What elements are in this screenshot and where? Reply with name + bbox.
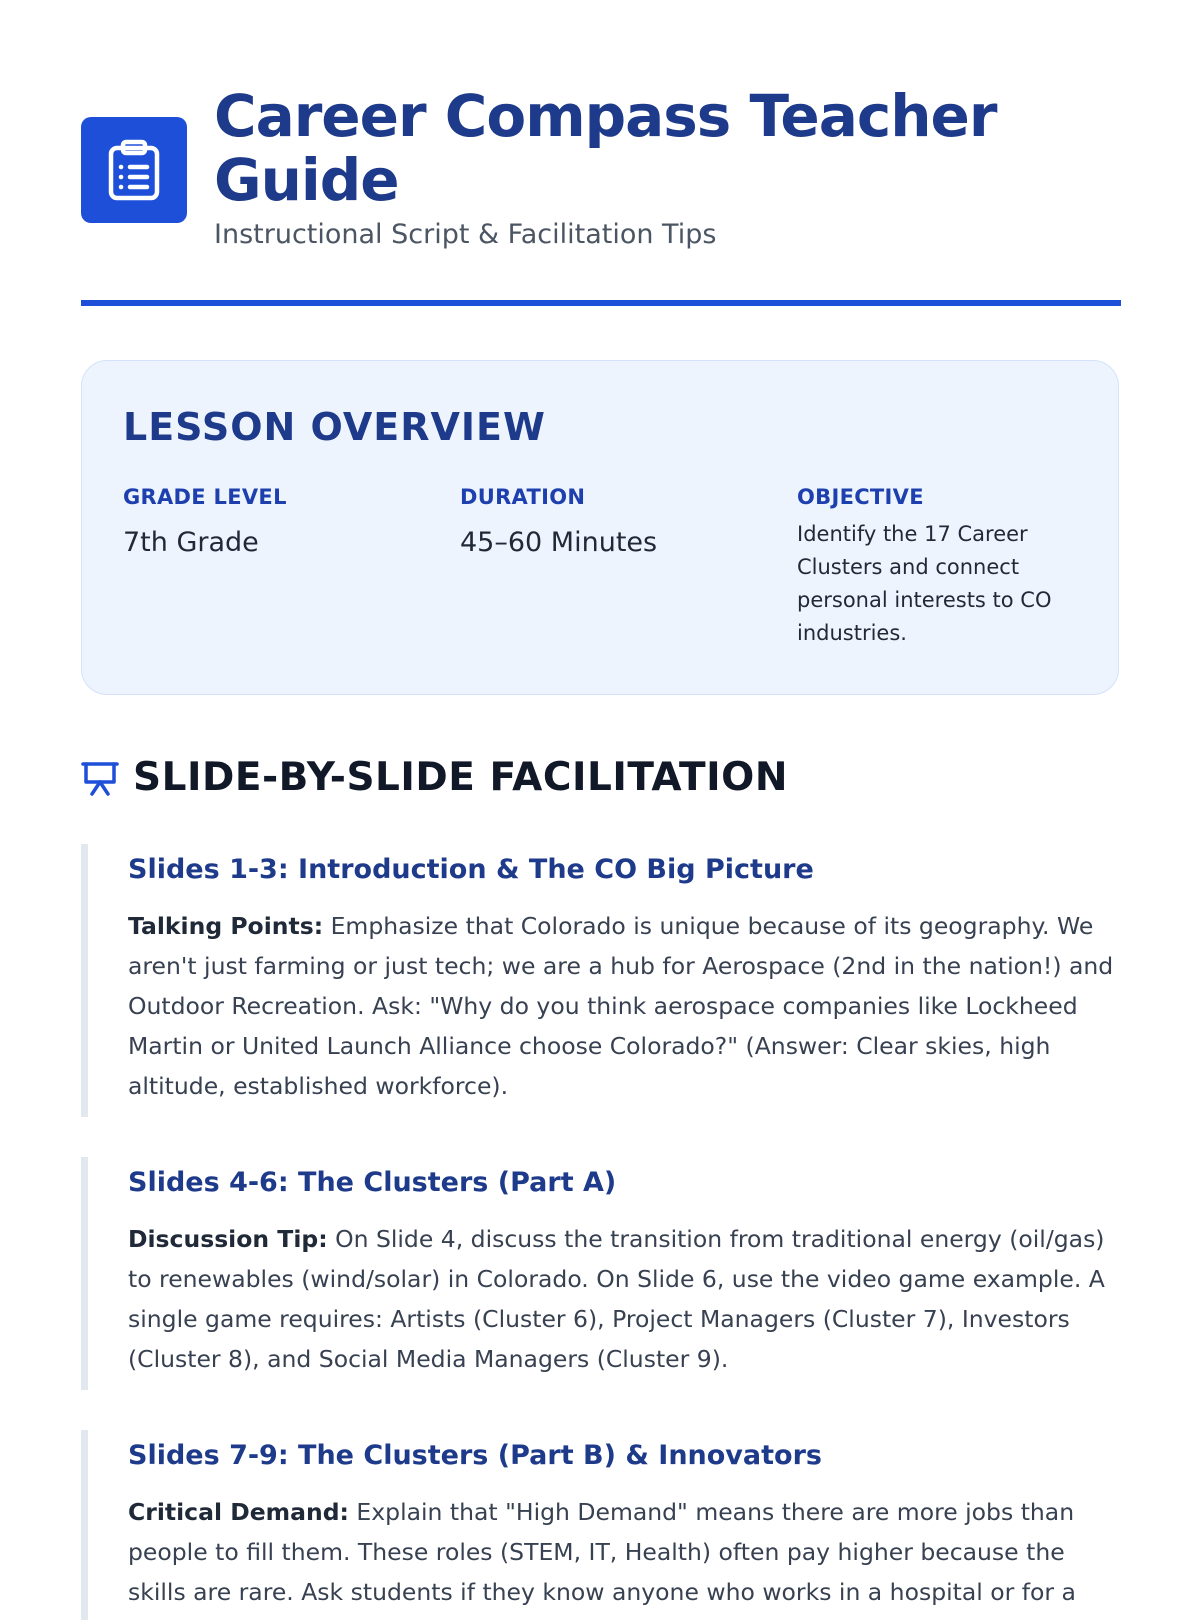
slide-section-text: On Slide 4, discuss the transition from traditional energy (oil/gas) to renewables (wind/solar) in Colorado. On Slide 6, use the video game example. A single game requires: Artists (Cluster 6), Project Managers (Cluster 7), Investors (Cluster 8), and Social Media Managers (Cluster 9). [128, 1225, 1105, 1373]
facilitation-heading [81, 753, 1121, 803]
slide-section-label: Discussion Tip: [128, 1225, 328, 1253]
slide-section-title: Slides 1-3: Introduction & The CO Big Picture [128, 854, 814, 885]
slide-section-body [128, 1492, 1123, 1612]
presentation-icon [81, 761, 119, 797]
slide-section [81, 1430, 1121, 1620]
slide-section-text: Explain that "High Demand" means there are more jobs than people to fill them. These roles (STEM, IT, Health) often pay higher because the skills are rare. Ask students if they know anyone who works in a hospital or for a [128, 1498, 1076, 1606]
lesson-overview-card [81, 360, 1119, 695]
slide-section-label: Critical Demand: [128, 1498, 349, 1526]
clipboard-list-icon [108, 139, 160, 201]
grade-level-label: GRADE LEVEL [123, 485, 287, 509]
slide-section-body [128, 1219, 1123, 1379]
slide-section-text: Emphasize that Colorado is unique because of its geography. We aren't just farming or just tech; we are a hub for Aerospace (2nd in the nation!) and Outdoor Recreation. Ask: "Why do you think aerospace companies like Lockheed Martin or United Launch Alliance choose Colorado?" (Answer: Clear skies, high altitude, established workforce). [128, 912, 1114, 1100]
duration-field [460, 485, 760, 558]
slide-section-body [128, 906, 1123, 1106]
slide-section [81, 844, 1121, 1117]
page-title: Career Compass Teacher Guide [214, 82, 997, 214]
grade-level-value: 7th Grade [123, 527, 259, 558]
slide-section [81, 1157, 1121, 1390]
duration-label: DURATION [460, 485, 586, 509]
objective-field [797, 485, 1097, 650]
objective-value: Identify the 17 Career Clusters and connect personal interests to CO industries. [797, 522, 1052, 645]
duration-value: 45–60 Minutes [460, 527, 658, 558]
page-subtitle: Instructional Script & Facilitation Tips [214, 219, 717, 250]
logo-badge [81, 117, 187, 223]
objective-label: OBJECTIVE [797, 485, 924, 509]
header-divider [81, 300, 1121, 306]
slide-section-title: Slides 7-9: The Clusters (Part B) & Innovators [128, 1440, 822, 1471]
guide-header [81, 84, 1121, 254]
facilitation-title: SLIDE-BY-SLIDE FACILITATION [133, 755, 788, 800]
slide-section-label: Talking Points: [128, 912, 324, 940]
overview-title: LESSON OVERVIEW [123, 405, 546, 449]
slide-section-title: Slides 4-6: The Clusters (Part A) [128, 1167, 617, 1198]
grade-level-field [123, 485, 423, 558]
